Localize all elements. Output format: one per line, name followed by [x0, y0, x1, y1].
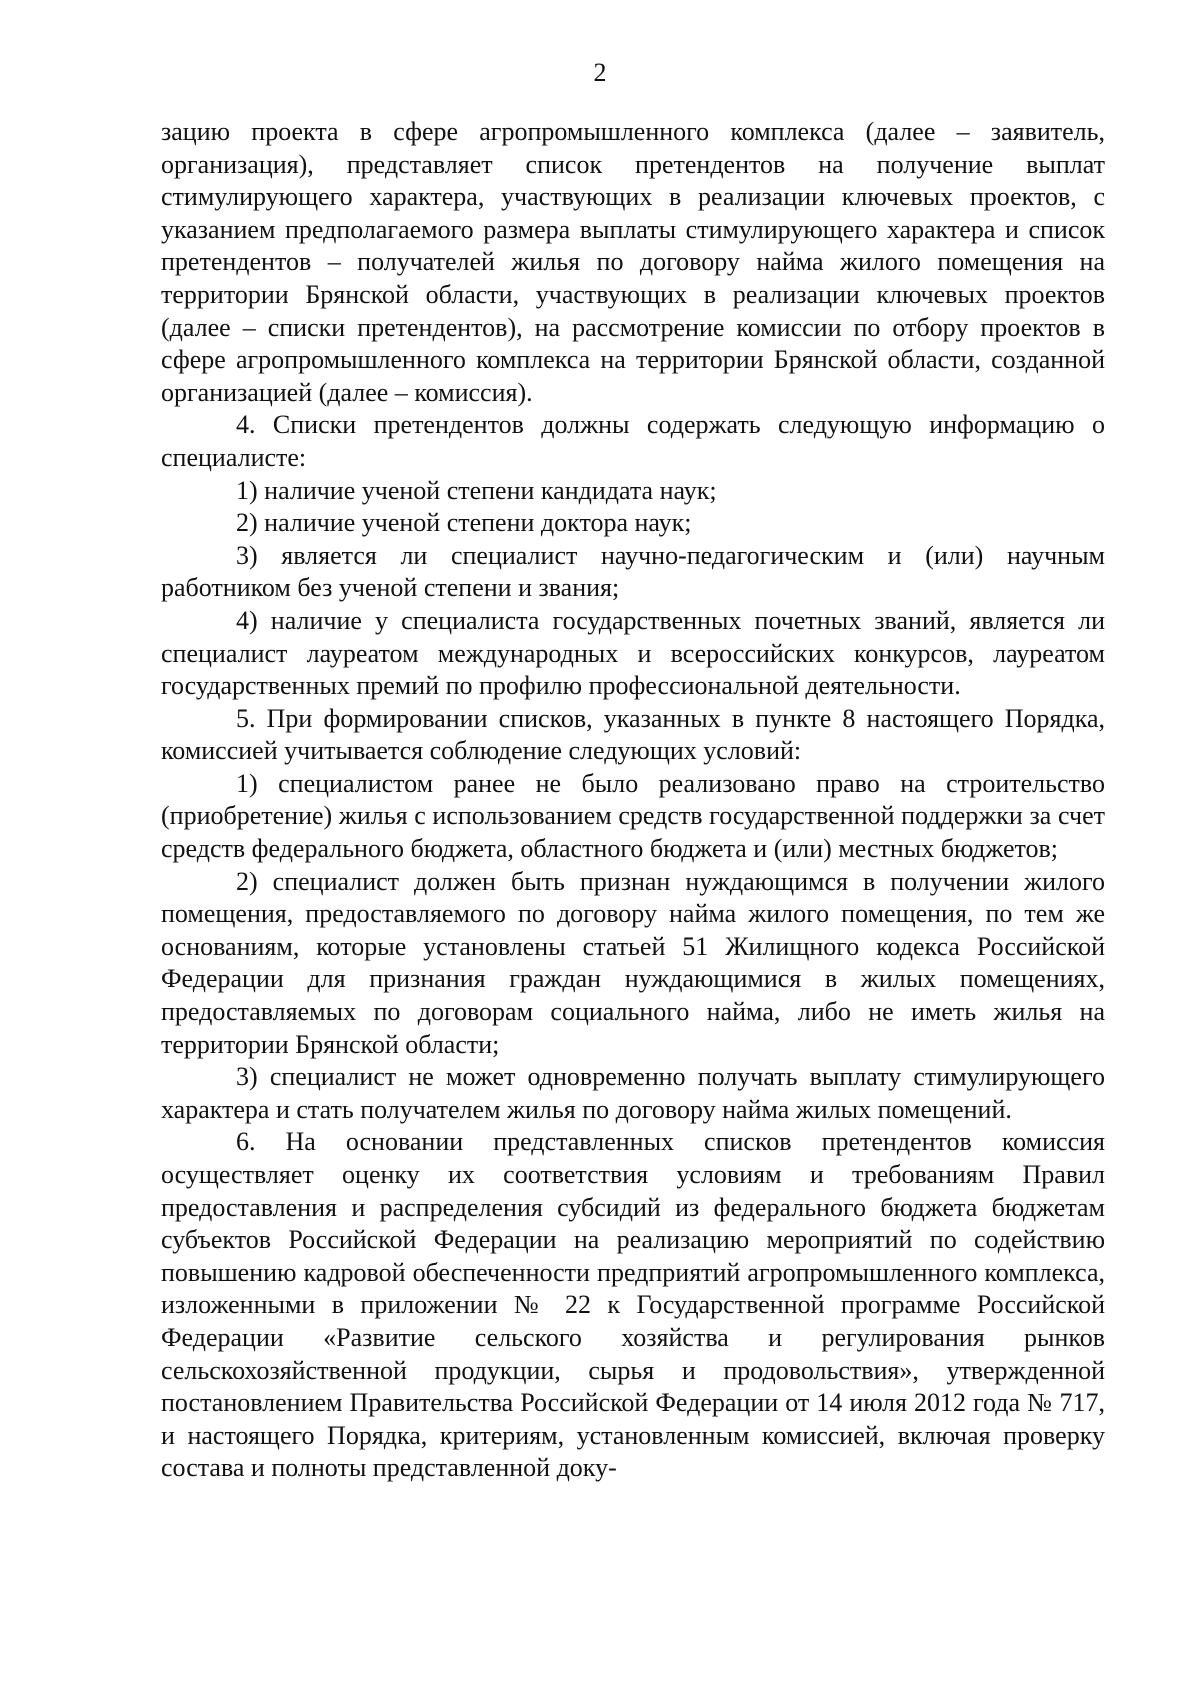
document-body — [161, 116, 1105, 1485]
paragraph-continuation: зацию проекта в сфере агропромышленного комплекса (далее – заявитель, организация), представляет список претендентов на получение выплат стимулирующего характера, участвующих в реализации ключевых проектов, с указанием предполагаемого размера выплаты стимулирующего характера и список претендентов – получателей жилья по договору найма жилого помещения на территории Брянской области, участвующих в реализации ключевых проектов (далее – списки претендентов), на рассмотрение комиссии по отбору проектов в сфере агропромышленного комплекса на территории Брянской области, созданной организацией (далее – комиссия). — [161, 117, 1105, 407]
paragraph-item-4-1: 1) наличие ученой степени кандидата наук; — [236, 475, 717, 505]
paragraph-item-5-3: 3) специалист не может одновременно получать выплату стимулирующего характера и стать получателем жилья по договору найма жилых помещений. — [161, 1062, 1105, 1124]
paragraph-item-4-3: 3) является ли специалист научно-педагогическим и (или) научным работником без ученой степени и звания; — [161, 540, 1105, 603]
paragraph-item-4-4: 4) наличие у специалиста государственных почетных званий, является ли специалист лауреатом международных и всероссийских конкурсов, лауреатом государственных премий по профилю профессиональной деятельности. — [161, 605, 1105, 701]
paragraph-item-4: 4. Списки претендентов должны содержать следующую информацию о специалисте: — [161, 410, 1105, 472]
paragraph-item-6: 6. На основании представленных списков претендентов комиссия осуществляет оценку их соответствия условиям и требованиям Правил предоставления и распределения субсидий из федерального бюджета бюджетам субъектов Российской Федерации на реализацию мероприятий по содействию повышению кадровой обеспеченности предприятий агропромышленного комплекса, изложенными в приложении № 22 к Государственной программе Российской Федерации «Развитие сельского хозяйства и регулирования рынков сельскохозяйственной продукции, сырья и продовольствия», утвержденной постановлением Правительства Российской Федерации от 14 июля 2012 года № 717, и настоящего Порядка, критериям, установленным комиссией, включая проверку состава и полноты представленной доку- — [161, 1127, 1105, 1483]
paragraph-item-5: 5. При формировании списков, указанных в пункте 8 настоящего Порядка, комиссией учитывается соблюдение следующих условий: — [161, 703, 1105, 766]
paragraph-item-5-2: 2) специалист должен быть признан нуждающимся в получении жилого помещения, предоставляемого по договору найма жилого помещения, по тем же основаниям, которые установлены статьей 51 Жилищного кодекса Российской Федерации для признания граждан нуждающимися в жилых помещениях, предоставляемых по договорам социального найма, либо не иметь жилья на территории Брянской области; — [161, 866, 1105, 1059]
page-number: 2 — [593, 58, 607, 87]
paragraph-item-4-2: 2) наличие ученой степени доктора наук; — [236, 508, 692, 538]
paragraph-item-5-1: 1) специалистом ранее не было реализовано право на строительство (приобретение) жилья с использованием средств государственной поддержки за счет средств федерального бюджета, областного бюджета и (или) местных бюджетов; — [161, 768, 1105, 864]
